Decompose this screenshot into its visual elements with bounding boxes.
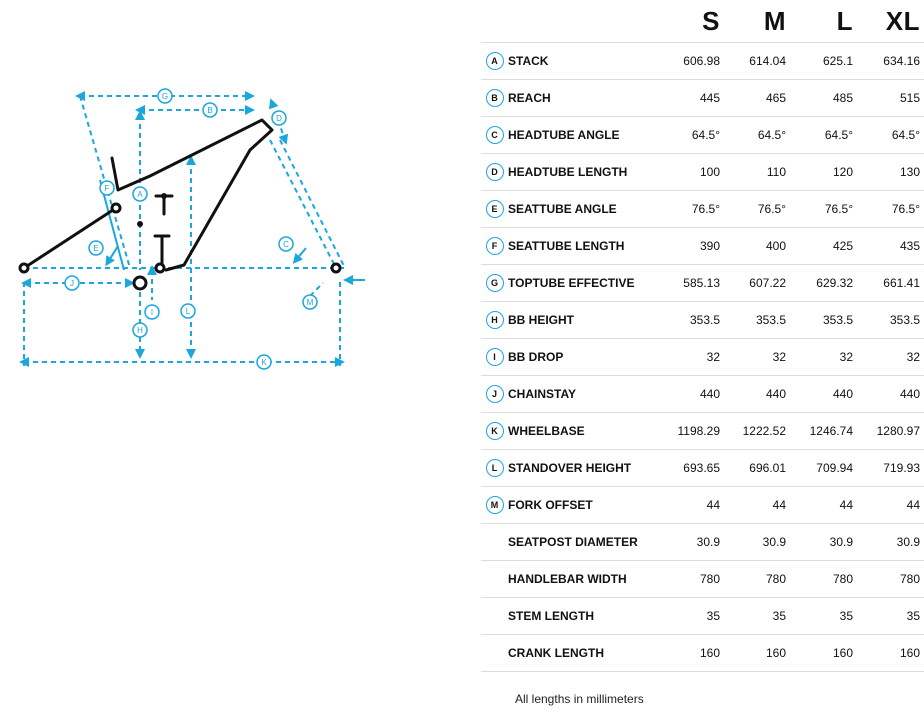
- measurement-value-m: 465: [730, 80, 796, 117]
- measurement-value-s: 693.65: [670, 450, 730, 487]
- table-row: [481, 228, 924, 265]
- measurement-code-badge: I: [486, 348, 504, 366]
- measurement-value-l: 120: [796, 154, 863, 191]
- measurement-label: TOPTUBE EFFECTIVE: [508, 265, 670, 302]
- measurement-value-xl: 634.16: [863, 43, 924, 80]
- measurement-value-xl: 353.5: [863, 302, 924, 339]
- row-code-cell: [481, 228, 508, 265]
- measurement-value-xl: 160: [863, 635, 924, 672]
- measurement-label: SEATPOST DIAMETER: [508, 524, 670, 561]
- row-code-cell: [481, 43, 508, 80]
- marker-letter: J: [70, 279, 74, 288]
- front-axle: [332, 264, 340, 272]
- table-row: [481, 598, 924, 635]
- measurement-value-l: 629.32: [796, 265, 863, 302]
- row-code-cell: [481, 265, 508, 302]
- measurement-value-l: 1246.74: [796, 413, 863, 450]
- measurement-value-xl: 1280.97: [863, 413, 924, 450]
- measurement-value-s: 64.5°: [670, 117, 730, 154]
- measurement-value-m: 780: [730, 561, 796, 598]
- row-code-cell: [481, 339, 508, 376]
- lower-link-pivot: [156, 264, 164, 272]
- measurement-label: SEATTUBE ANGLE: [508, 191, 670, 228]
- measurement-value-l: 353.5: [796, 302, 863, 339]
- measurement-value-m: 110: [730, 154, 796, 191]
- measurement-code-badge: A: [486, 52, 504, 70]
- measurement-value-l: 780: [796, 561, 863, 598]
- measurement-value-l: 485: [796, 80, 863, 117]
- measurement-value-xl: 30.9: [863, 524, 924, 561]
- measurement-value-m: 400: [730, 228, 796, 265]
- marker-letter: A: [137, 190, 143, 199]
- measurement-value-xl: 64.5°: [863, 117, 924, 154]
- measurement-value-m: 30.9: [730, 524, 796, 561]
- units-footnote: All lengths in millimeters: [515, 692, 644, 706]
- marker-letter: I: [150, 308, 154, 317]
- measurement-value-xl: 44: [863, 487, 924, 524]
- measurement-value-s: 606.98: [670, 43, 730, 80]
- measurement-value-xl: 515: [863, 80, 924, 117]
- row-code-cell: [481, 80, 508, 117]
- measurement-label: CRANK LENGTH: [508, 635, 670, 672]
- marker-letter: C: [283, 240, 289, 249]
- measurement-code-badge: D: [486, 163, 504, 181]
- measurement-value-s: 780: [670, 561, 730, 598]
- measurement-value-l: 35: [796, 598, 863, 635]
- measurement-label: STACK: [508, 43, 670, 80]
- row-code-cell: [481, 302, 508, 339]
- dim-line-m: [310, 283, 323, 296]
- main-pivot: [112, 204, 120, 212]
- measurement-label: SEATTUBE LENGTH: [508, 228, 670, 265]
- measurement-value-xl: 32: [863, 339, 924, 376]
- row-code-cell: [481, 524, 508, 561]
- marker-letter: M: [306, 298, 314, 307]
- row-code-cell: [481, 487, 508, 524]
- row-code-cell: [481, 561, 508, 598]
- table-row: [481, 376, 924, 413]
- measurement-value-m: 76.5°: [730, 191, 796, 228]
- measurement-label: WHEELBASE: [508, 413, 670, 450]
- measurement-label: STANDOVER HEIGHT: [508, 450, 670, 487]
- measurement-value-l: 32: [796, 339, 863, 376]
- row-code-cell: [481, 450, 508, 487]
- measurement-value-l: 30.9: [796, 524, 863, 561]
- diagram-marker-h: [133, 323, 147, 337]
- row-code-cell: [481, 635, 508, 672]
- table-row: [481, 80, 924, 117]
- row-code-cell: [481, 117, 508, 154]
- marker-letter: L: [185, 307, 191, 316]
- header-label-blank: [508, 0, 670, 43]
- row-code-cell: [481, 376, 508, 413]
- shock-pivot: [137, 221, 143, 227]
- measurement-value-xl: 719.93: [863, 450, 924, 487]
- diagram-marker-b: [203, 103, 217, 117]
- measurement-value-s: 76.5°: [670, 191, 730, 228]
- measurement-value-m: 440: [730, 376, 796, 413]
- table-row: [481, 43, 924, 80]
- measurement-code-badge: B: [486, 89, 504, 107]
- measurement-code-badge: G: [486, 274, 504, 292]
- size-header-s: S: [670, 0, 730, 43]
- table-row: [481, 265, 924, 302]
- measurement-value-l: 625.1: [796, 43, 863, 80]
- table-row: [481, 561, 924, 598]
- size-header-xl: XL: [863, 0, 924, 43]
- measurement-label: HANDLEBAR WIDTH: [508, 561, 670, 598]
- marker-letter: E: [93, 244, 99, 253]
- measurement-label: REACH: [508, 80, 670, 117]
- diagram-marker-i: [145, 305, 159, 319]
- table-row: [481, 413, 924, 450]
- measurement-value-l: 709.94: [796, 450, 863, 487]
- measurement-value-xl: 440: [863, 376, 924, 413]
- table-row: [481, 635, 924, 672]
- measurement-value-l: 440: [796, 376, 863, 413]
- measurement-code-badge: H: [486, 311, 504, 329]
- measurement-value-l: 425: [796, 228, 863, 265]
- measurement-value-m: 160: [730, 635, 796, 672]
- measurement-value-m: 607.22: [730, 265, 796, 302]
- measurement-label: STEM LENGTH: [508, 598, 670, 635]
- measurement-value-s: 585.13: [670, 265, 730, 302]
- measurement-value-m: 1222.52: [730, 413, 796, 450]
- diagram-marker-j: [65, 276, 79, 290]
- measurement-value-l: 76.5°: [796, 191, 863, 228]
- table-row: [481, 524, 924, 561]
- measurement-value-m: 64.5°: [730, 117, 796, 154]
- measurement-value-m: 35: [730, 598, 796, 635]
- measurement-label: FORK OFFSET: [508, 487, 670, 524]
- measurement-code-badge: L: [486, 459, 504, 477]
- table-row: [481, 487, 924, 524]
- table-row: [481, 302, 924, 339]
- measurement-value-s: 440: [670, 376, 730, 413]
- size-header-m: M: [730, 0, 796, 43]
- header-blank: [481, 0, 508, 43]
- geometry-table: [481, 0, 924, 672]
- diagram-marker-g: [158, 89, 172, 103]
- diagram-marker-c: [279, 237, 293, 251]
- measurement-value-s: 35: [670, 598, 730, 635]
- bottom-bracket: [134, 277, 146, 289]
- measurement-value-xl: 76.5°: [863, 191, 924, 228]
- measurement-value-m: 696.01: [730, 450, 796, 487]
- table-row: [481, 450, 924, 487]
- table-row: [481, 191, 924, 228]
- measurement-value-s: 32: [670, 339, 730, 376]
- measurement-code-badge: C: [486, 126, 504, 144]
- measurement-value-s: 445: [670, 80, 730, 117]
- measurement-code-badge: E: [486, 200, 504, 218]
- dim-arc-e: [108, 246, 118, 262]
- measurement-value-l: 64.5°: [796, 117, 863, 154]
- row-code-cell: [481, 191, 508, 228]
- size-header-row: [481, 0, 924, 43]
- measurement-value-m: 353.5: [730, 302, 796, 339]
- measurement-code-badge: F: [486, 237, 504, 255]
- dim-arc-c: [296, 248, 306, 260]
- measurement-value-l: 160: [796, 635, 863, 672]
- measurement-value-s: 1198.29: [670, 413, 730, 450]
- diagram-marker-f: [100, 181, 114, 195]
- size-header-l: L: [796, 0, 863, 43]
- measurement-label: HEADTUBE LENGTH: [508, 154, 670, 191]
- measurement-label: BB HEIGHT: [508, 302, 670, 339]
- table-row: [481, 117, 924, 154]
- measurement-label: BB DROP: [508, 339, 670, 376]
- diagram-marker-e: [89, 241, 103, 255]
- measurement-value-s: 30.9: [670, 524, 730, 561]
- marker-letter: K: [261, 358, 267, 367]
- measurement-code-badge: J: [486, 385, 504, 403]
- measurement-value-xl: 35: [863, 598, 924, 635]
- measurement-value-s: 160: [670, 635, 730, 672]
- chainstay-link: [24, 208, 116, 268]
- row-code-cell: [481, 413, 508, 450]
- table-row: [481, 339, 924, 376]
- marker-letter: D: [276, 114, 282, 123]
- shock-top-mount: [161, 193, 167, 199]
- marker-letter: H: [137, 326, 143, 335]
- rear-axle: [20, 264, 28, 272]
- measurement-value-l: 44: [796, 487, 863, 524]
- measurement-label: CHAINSTAY: [508, 376, 670, 413]
- diagram-marker-a: [133, 187, 147, 201]
- diagram-marker-k: [257, 355, 271, 369]
- marker-letter: F: [104, 184, 110, 193]
- measurement-value-s: 390: [670, 228, 730, 265]
- measurement-code-badge: K: [486, 422, 504, 440]
- measurement-value-s: 353.5: [670, 302, 730, 339]
- row-code-cell: [481, 154, 508, 191]
- measurement-label: HEADTUBE ANGLE: [508, 117, 670, 154]
- row-code-cell: [481, 598, 508, 635]
- measurement-value-s: 44: [670, 487, 730, 524]
- measurement-value-xl: 661.41: [863, 265, 924, 302]
- measurement-value-xl: 130: [863, 154, 924, 191]
- marker-letter: G: [161, 92, 169, 101]
- measurement-value-s: 100: [670, 154, 730, 191]
- measurement-value-m: 32: [730, 339, 796, 376]
- measurement-code-badge: M: [486, 496, 504, 514]
- measurement-value-xl: 435: [863, 228, 924, 265]
- marker-letter: B: [207, 106, 213, 115]
- table-row: [481, 154, 924, 191]
- diagram-marker-l: [181, 304, 195, 318]
- measurement-value-m: 44: [730, 487, 796, 524]
- diagram-marker-m: [303, 295, 317, 309]
- measurement-value-m: 614.04: [730, 43, 796, 80]
- diagram-marker-d: [272, 111, 286, 125]
- fork-offset-line-1: [270, 140, 336, 268]
- measurement-value-xl: 780: [863, 561, 924, 598]
